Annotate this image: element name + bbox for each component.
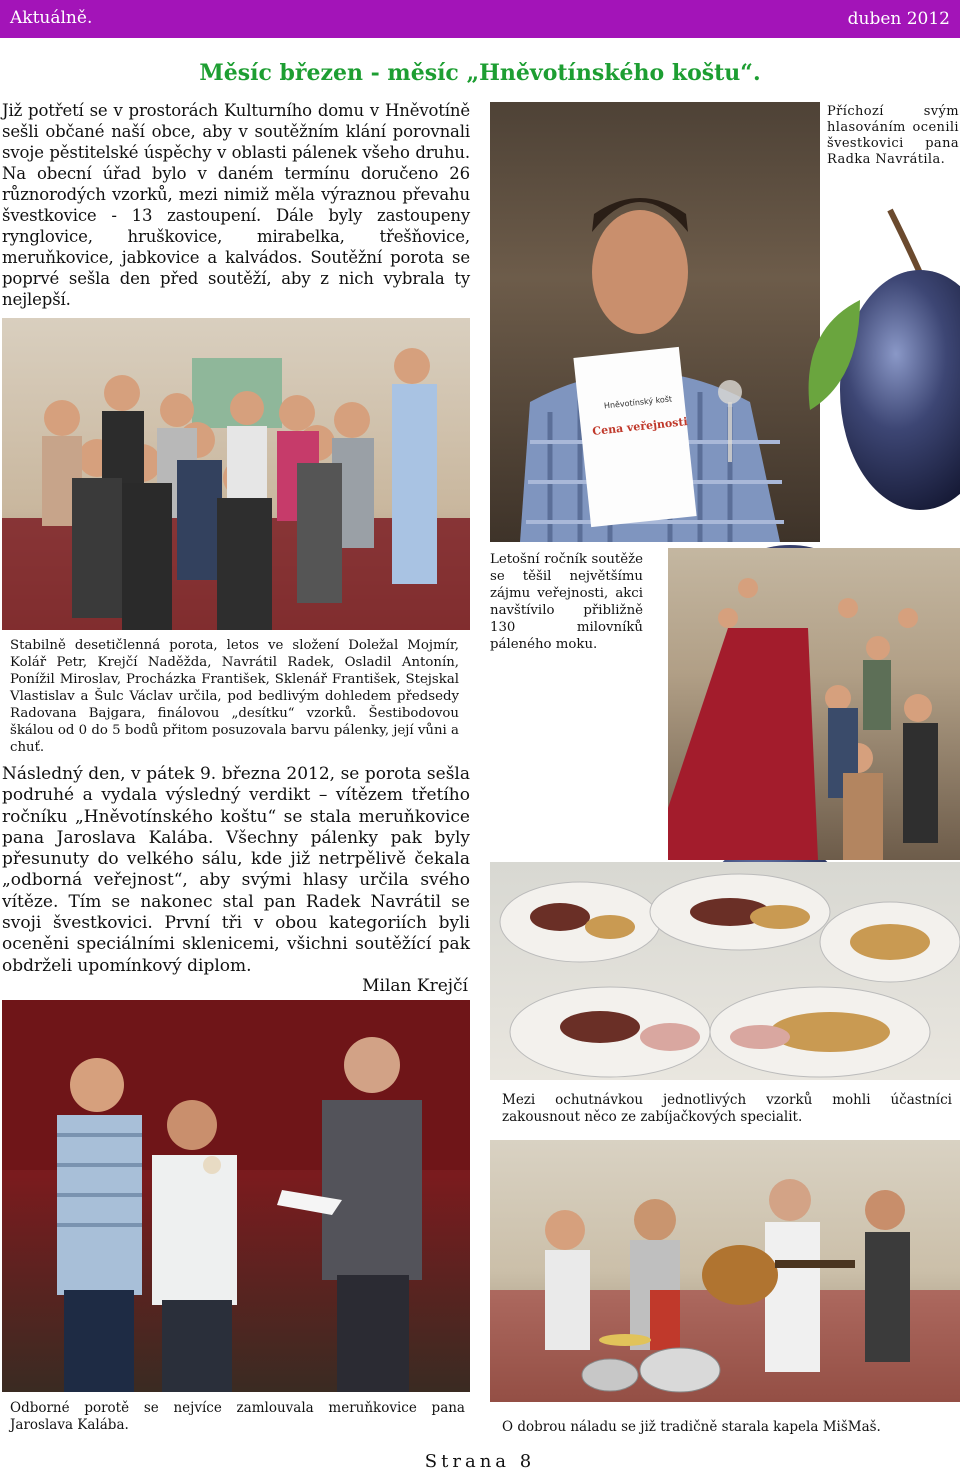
hall-illustration bbox=[668, 548, 960, 860]
band-illustration bbox=[490, 1140, 960, 1402]
header-bar bbox=[0, 0, 960, 38]
page-number: Strana 8 bbox=[424, 1451, 536, 1472]
food-illustration bbox=[490, 862, 960, 1080]
caption-band: O dobrou náladu se již tradičně starala kapela MišMaš. bbox=[502, 1419, 881, 1435]
section-label: Aktuálně. bbox=[10, 8, 93, 28]
photo-hall-visitors bbox=[668, 548, 960, 860]
caption-winner: Příchozí svým hlasováním ocenili švestkovici pana Radka Navrátila. bbox=[827, 104, 959, 167]
photo-kalab-award bbox=[2, 1000, 470, 1392]
caption-visitors: Letošní ročník soutěže se těšil největšímu zájmu veřejnosti, akci navštívilo přibližně 130 milovníků páleného moku. bbox=[490, 552, 643, 652]
kalab-illustration bbox=[2, 1000, 470, 1392]
photo-band-mismas bbox=[490, 1140, 960, 1402]
caption-food: Mezi ochutnávkou jednotlivých vzorků mohli účastníci zakousnout něco ze zabíjačkových specialit. bbox=[502, 1092, 952, 1125]
diploma-title: Cena veřejnosti bbox=[591, 415, 689, 438]
caption-jury: Stabilně desetičlenná porota, letos ve složení Doležal Mojmír, Kolář Petr, Krejčí Naděžda, Navrátil Radek, Osladil Antonín, Ponížil Miroslav, Procházka František, Sklenář František, Stejskal Vlastislav a Šulc Václav určila, pod bedlivým dohledem předsedy Radovana Bajgara, finálovou „desítku“ vzorků. Šestibodovou škálou od 0 do 5 bodů přitom posuzovala barvu pálenky, její vůni a chuť. bbox=[10, 638, 459, 755]
author-signature: Milan Krejčí bbox=[362, 976, 468, 996]
issue-date: duben 2012 bbox=[847, 9, 950, 29]
intro-paragraph: Již potřetí se v prostorách Kulturního domu v Hněvotíně sešli občané naší obce, aby v soutěžním klání porovnali svoje pěstitelské úspěchy v oblasti pálenek všeho druhu. Na obecní úřad bylo v daném termínu doručeno 26 různorodých vzorků, mezi nimiž měla výraznou převahu švestkovice - 13 zastoupení. Dále byly zastoupeny rynglovice, hruškovice, mirabelka, třešňovice, meruňkovice, jabkovice a kalvádos. Soutěžní porota se poprvé sešla den před soutěží, aby z nich vybrala ty nejlepší. bbox=[2, 101, 470, 309]
photo-food-platters bbox=[490, 862, 960, 1080]
main-paragraph: Následný den, v pátek 9. března 2012, se porota sešla podruhé a vydala výsledný verdikt – vítězem třetího ročníku „Hněvotínského koštu“ se stala meruňkovice pana Jaroslava Kalába. Všechny pálenky pak byly přesunuty do velkého sálu, kde již netrpělivě čekala „odborná veřejnost“, aby svými hlasy určila svého vítěze. Tím se nakonec stal pan Radek Navrátil se svoji švestkovici. První tři v obou kategoriích byli oceněni speciálními sklenicemi, všichni soutěžící pak obdrželi upomínkový diplom. bbox=[2, 764, 470, 976]
caption-kalab: Odborné porotě se nejvíce zamlouvala meruňkovice pana Jaroslava Kalába. bbox=[10, 1400, 465, 1433]
article-title: Měsíc březen - měsíc „Hněvotínského koštu“. bbox=[199, 60, 761, 86]
diploma-org: Hněvotínský košt bbox=[603, 394, 673, 411]
